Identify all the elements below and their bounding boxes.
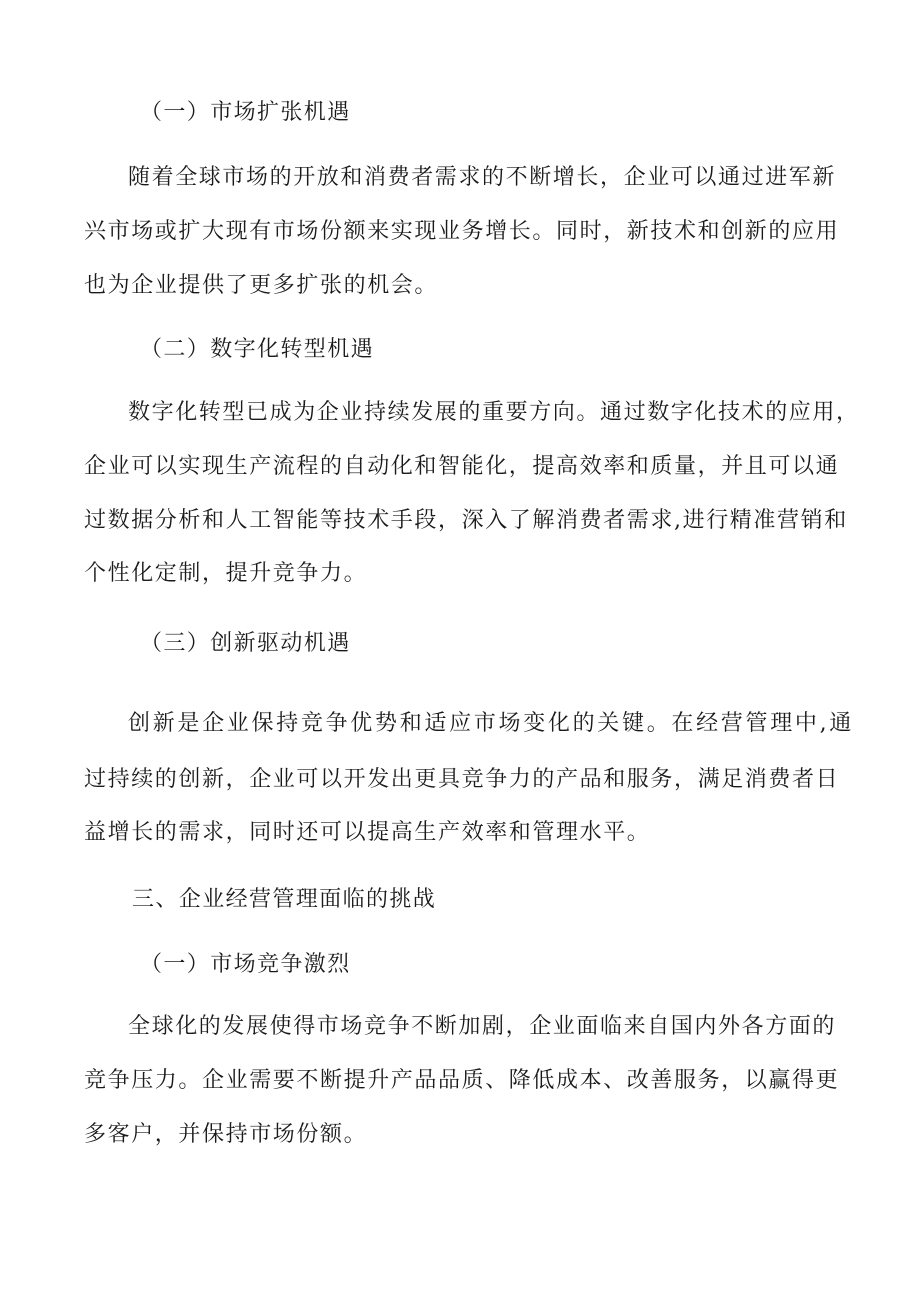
paragraph-line: 数字化转型已成为企业持续发展的重要方向。通过数字化技术的应用， [128,400,860,425]
paragraph-line: 多客户，并保持市场份额。 [84,1122,368,1147]
chapter-heading-challenges: 三、企业经营管理面临的挑战 [132,887,437,912]
paragraph-line: 也为企业提供了更多扩张的机会。 [84,273,439,298]
section-heading-innovation-driven: （三）创新驱动机遇 [140,631,351,656]
paragraph-line: 个性化定制，提升竞争力。 [84,561,368,586]
paragraph-line: 过数据分析和人工智能等技术手段，深入了解消费者需求,进行精准营销和 [84,508,848,533]
paragraph-line: 过持续的创新，企业可以开发出更具竞争力的产品和服务，满足消费者日 [84,767,840,792]
section-heading-market-expansion: （一）市场扩张机遇 [140,100,351,125]
paragraph-line: 竞争压力。企业需要不断提升产品品质、降低成本、改善服务，以赢得更 [84,1068,840,1093]
paragraph-line: 企业可以实现生产流程的自动化和智能化，提高效率和质量，并且可以通 [84,454,840,479]
section-heading-market-competition: （一）市场竞争激烈 [140,952,351,977]
paragraph-line: 益增长的需求，同时还可以提高生产效率和管理水平。 [84,820,651,845]
paragraph-line: 全球化的发展使得市场竞争不断加剧，企业面临来自国内外各方面的 [128,1014,837,1039]
paragraph-line: 创新是企业保持竞争优势和适应市场变化的关键。在经营管理中,通 [128,711,854,736]
paragraph-line: 兴市场或扩大现有市场份额来实现业务增长。同时，新技术和创新的应用 [84,219,840,244]
section-heading-digital-transformation: （二）数字化转型机遇 [140,337,375,362]
paragraph-line: 随着全球市场的开放和消费者需求的不断增长，企业可以通过进军新 [128,165,837,190]
